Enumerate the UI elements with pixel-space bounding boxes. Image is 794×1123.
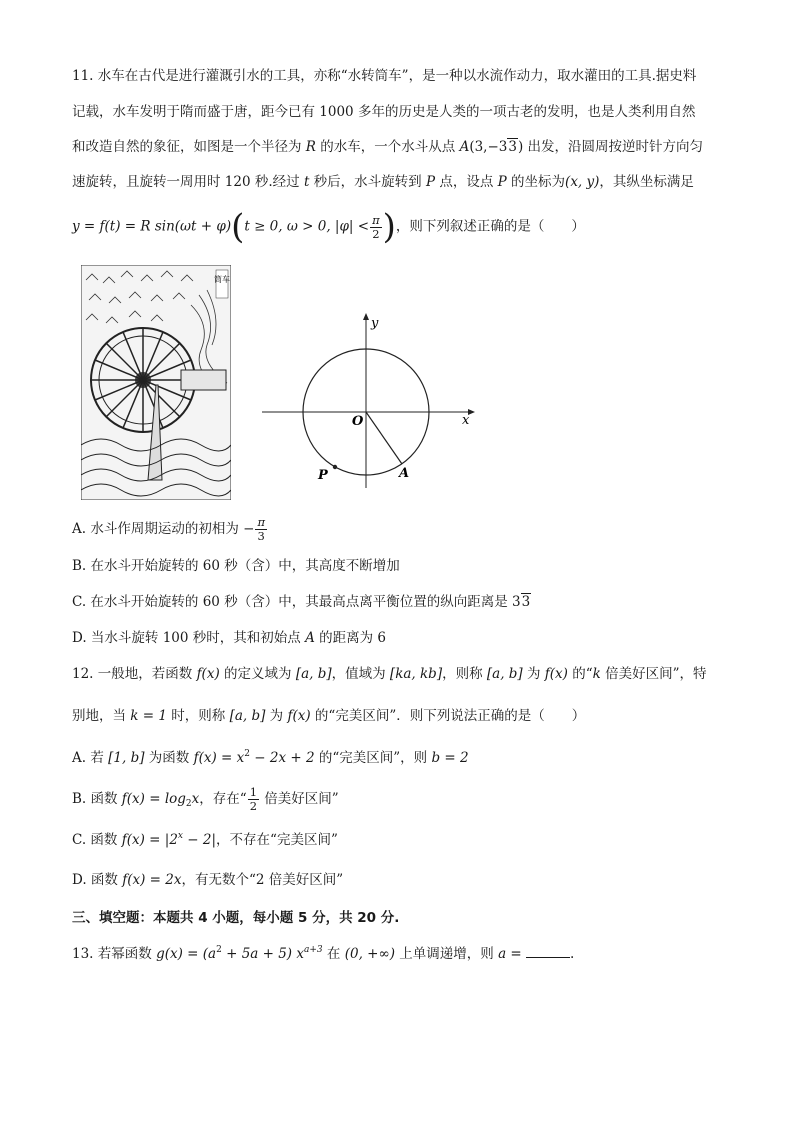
q11-line-4: 速旋转，且旋转一周用时 120 秒.经过 t 秒后，水斗旋转到 P 点，设点 P 的坐标为(x, y)，其纵坐标满足 [72, 174, 694, 190]
q12-option-a: A. 若 [1, b] 为函数 $f(x) = x^2 - 2x + 2$ 的“完美区间”，则 b = 2 [72, 749, 469, 766]
point-P-label: P [318, 468, 328, 483]
y-axis-arrow-icon [363, 313, 369, 320]
q12-option-c: C. 函数 $f(x) = |2^x - 2|$，不存在“完美区间” [72, 831, 338, 848]
q13-line: 13. 若幂函数 $g(x) = (a^2 + 5a + 5)$ $x^{a+3}$ 在 (0, +∞) 上单调递增，则 a = . [72, 945, 575, 962]
origin-label: O [352, 414, 364, 429]
waterwheel-woodcut-image [81, 265, 231, 500]
q11-line-1: 11. 水车在古代是进行灌溉引水的工具，亦称“水转筒车”，是一种以水流作动力，取水灌田的工具.据史料 [72, 68, 697, 84]
q11-line-2: 记载，水车发明于隋而盛于唐，距今已有 1000 多年的历史是人类的一项古老的发明，也是人类利用自然 [72, 104, 696, 120]
q11-option-a: A. 水斗作周期运动的初相为 − $\frac{\pi}{3}$ [72, 515, 265, 543]
q12-line-1: 12. 一般地，若函数 f(x) 的定义域为 [a, b]，值域为 [ka, kb]，则称 [a, b] 为 f(x) 的“k 倍美好区间”，特 [72, 666, 707, 682]
radius-OA [366, 412, 402, 464]
q11-option-c: C. 在水斗开始旋转的 60 秒（含）中，其最高点离平衡位置的纵向距离是 33 [72, 594, 531, 610]
woodcut-label: 筒车 [214, 275, 230, 284]
q11-option-d: D. 当水斗旋转 100 秒时，其和初始点 A 的距离为 6 [72, 630, 386, 646]
section-3-heading: 三、填空题：本题共 4 小题，每小题 5 分，共 20 分. [72, 910, 400, 926]
q11-formula-line: y = f(t) = R sin(ωt + φ)(t ≥ 0, ω > 0, |φ| < $\frac{\pi}{2}$ )，则下列叙述正确的是（ ） [72, 207, 585, 247]
q11-line-3: 和改造自然的象征，如图是一个半径为 R 的水车，一个水斗从点 A(3,−33) 出发，沿圆周按逆时针方向匀 [72, 139, 704, 155]
y-axis-label: y [371, 316, 379, 331]
q13-answer-blank[interactable] [526, 945, 570, 958]
q12-option-d: D. 函数 f(x) = 2x，有无数个“2 倍美好区间” [72, 872, 344, 888]
circle-coordinate-diagram [262, 312, 482, 488]
q11-option-b: B. 在水斗开始旋转的 60 秒（含）中，其高度不断增加 [72, 558, 400, 574]
point-A-label: A [399, 466, 410, 481]
x-axis-label: x [462, 413, 470, 428]
q12-line-2: 别地，当 k = 1 时，则称 [a, b] 为 f(x) 的“完美区间”．则下列说法正确的是（ ） [72, 708, 586, 724]
point-P-dot [333, 465, 337, 469]
q12-option-b: B. 函数 $f(x) = \log_2x$，存在“ $\frac{1}{2}$ 倍美好区间” [72, 785, 339, 813]
